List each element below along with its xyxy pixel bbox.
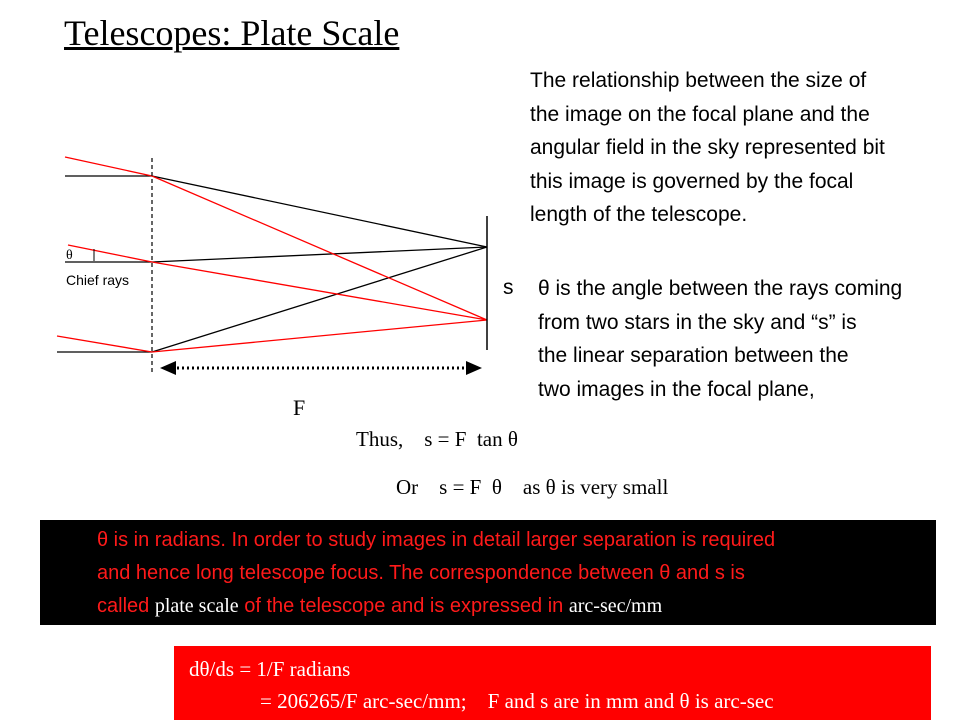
- theta-explanation: [538, 272, 960, 406]
- arrow-head-left: [160, 361, 176, 375]
- converging-ray-black: [152, 247, 487, 262]
- note-line: θ is in radians. In order to study images in detail larger separation is required: [97, 529, 776, 551]
- note-line: and hence long telescope focus. The correspondence between θ and s is: [97, 562, 745, 584]
- plate-scale-note: [40, 520, 936, 625]
- explanation-line: from two stars in the sky and “s” is: [538, 310, 857, 334]
- equation-small-angle: Or s = F θ as θ is very small: [396, 475, 669, 499]
- theta-label: θ: [66, 248, 73, 263]
- converging-ray-red: [152, 262, 487, 320]
- arrow-head-right: [466, 361, 482, 375]
- incoming-ray-red: [65, 157, 152, 176]
- chief-rays-label: Chief rays: [66, 272, 130, 288]
- focal-length-label: F: [293, 395, 306, 420]
- note-line: [97, 595, 662, 618]
- explanation-line: two images in the focal plane,: [538, 377, 815, 401]
- incoming-ray-red: [57, 336, 152, 352]
- intro-line: length of the telescope.: [530, 203, 748, 226]
- page-title: Telescopes: Plate Scale: [64, 13, 400, 53]
- converging-ray-black: [152, 176, 487, 247]
- explanation-line: the linear separation between the: [538, 344, 849, 367]
- plate-scale-term: plate scale: [154, 595, 239, 617]
- unit-term: arc-sec/mm: [568, 595, 663, 617]
- intro-line: this image is governed by the focal: [530, 169, 854, 193]
- converging-ray-red: [152, 176, 487, 320]
- intro-line: the image on the focal plane and the: [530, 102, 870, 126]
- explanation-line: θ is the angle between the rays coming: [538, 277, 903, 300]
- note-text: called: [97, 595, 155, 617]
- note-text: of the telescope and is expressed in: [238, 595, 569, 617]
- formula-line-2: = 206265/F arc-sec/mm; F and s are in mm and θ is arc-sec: [260, 689, 774, 713]
- intro-line: The relationship between the size of: [530, 69, 867, 92]
- separation-label: s: [503, 276, 514, 299]
- intro-line: angular field in the sky represented bit: [530, 136, 885, 159]
- equation-tan: Thus, s = F tan θ: [356, 427, 518, 451]
- formula-line-1: dθ/ds = 1/F radians: [189, 657, 351, 681]
- formula-box: [174, 646, 931, 720]
- incoming-ray-red: [68, 245, 152, 262]
